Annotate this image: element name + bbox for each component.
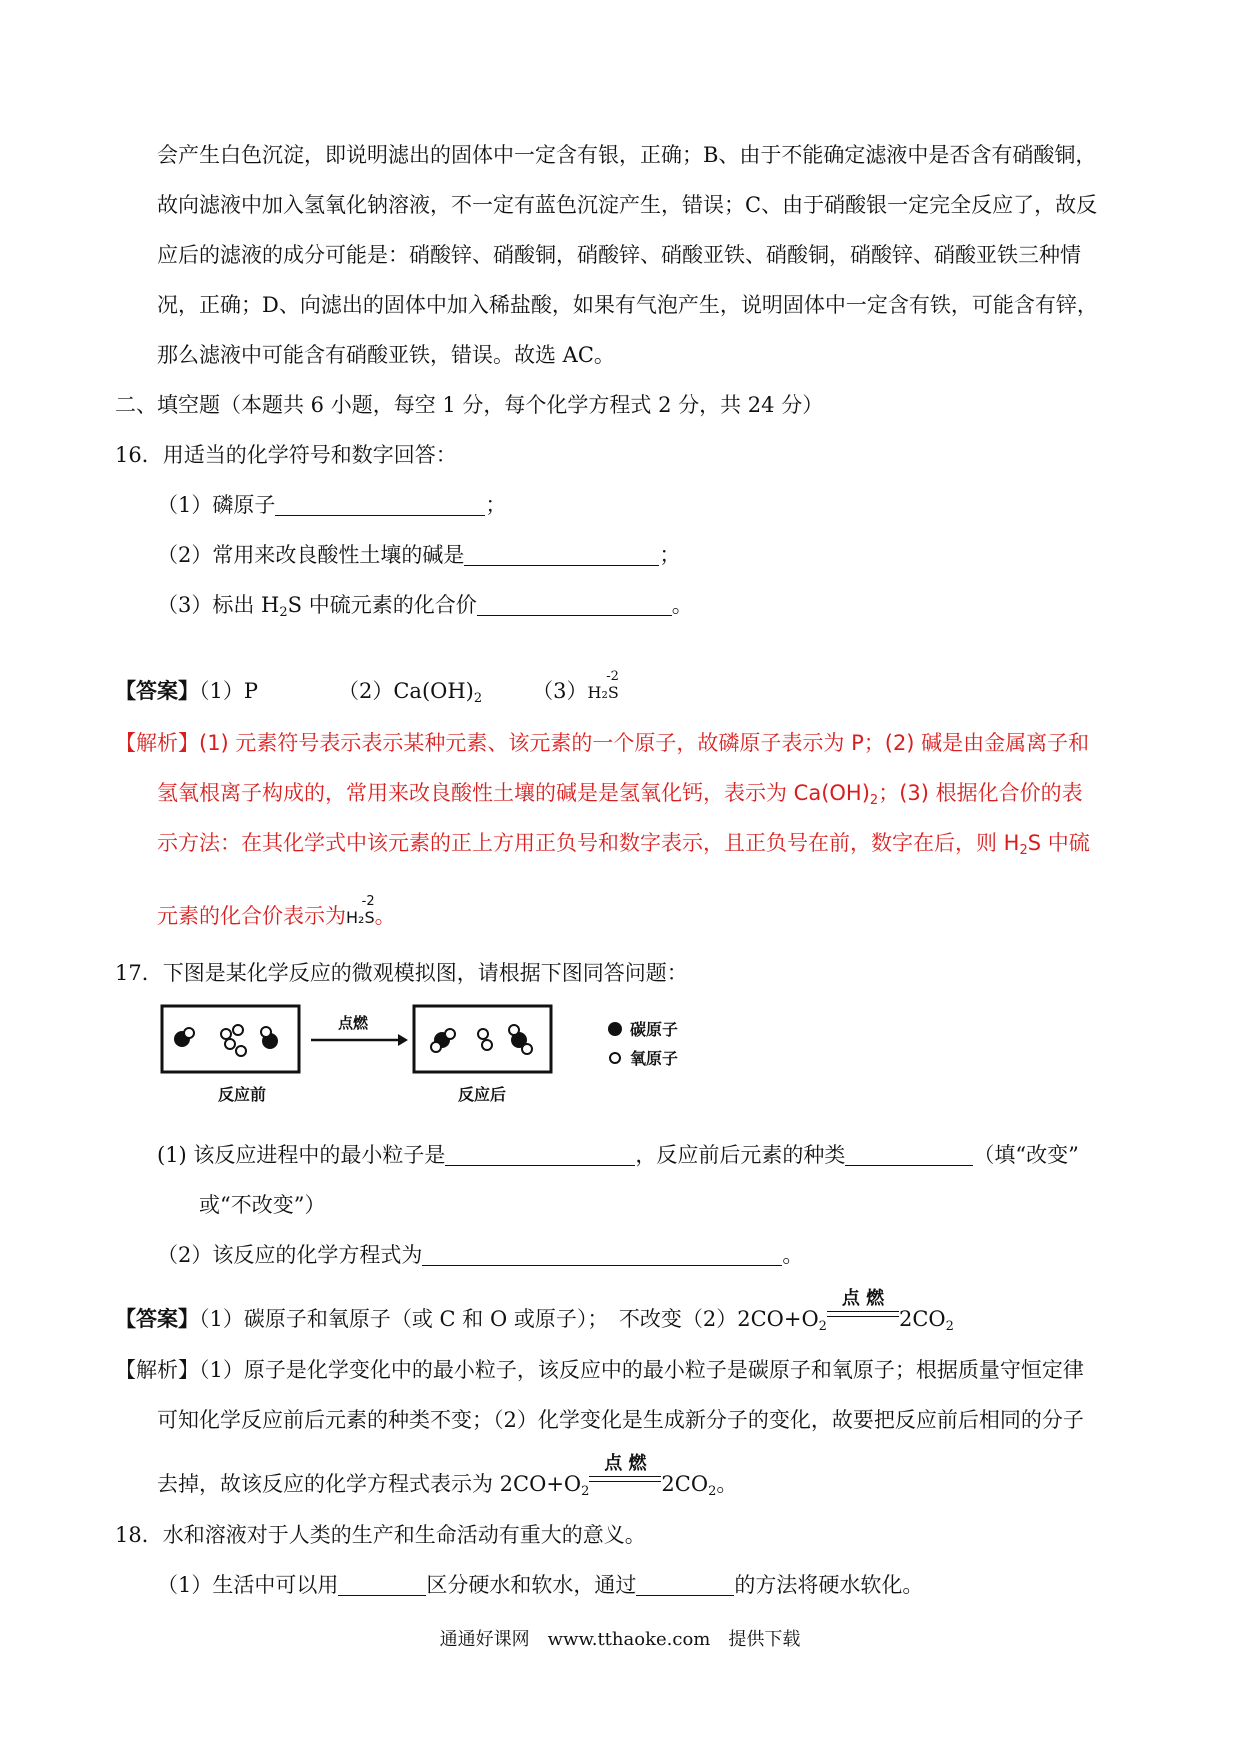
legend-carbon: 碳原子 [630, 1020, 679, 1039]
q17-analysis-line-3 [157, 1453, 738, 1499]
q16-part2-blank[interactable] [464, 543, 659, 566]
subscript-2: 2 [473, 691, 483, 706]
explanation-line-2: 故向滤液中加入氢氧化钠溶液，不一定有蓝色沉淀产生，错误；C、由于硝酸银一定完全反应了，故反 [157, 193, 1098, 217]
q16-analysis-line-3-text-b: S 中硫 [1027, 831, 1090, 855]
q18-part1-blank-1[interactable] [338, 1573, 426, 1596]
q17-answer [115, 1288, 954, 1334]
q16-part2 [157, 540, 680, 570]
co-molecule [174, 1028, 194, 1047]
q16-part2-end: ； [659, 543, 681, 567]
answer-label: 【答案】 [115, 1306, 199, 1331]
q17-part1-text-a: (1) 该反应进程中的最小粒子是 [157, 1143, 446, 1167]
q16-part3-end: 。 [671, 593, 693, 617]
o2-molecule [478, 1029, 492, 1050]
subscript-2: 2 [1019, 843, 1028, 858]
co2-molecule [509, 1025, 532, 1054]
q16-part3-blank[interactable] [477, 593, 672, 616]
q17-part1 [157, 1140, 1079, 1170]
section-heading: 二、填空题（本题共 6 小题，每空 1 分，每个化学方程式 2 分，共 24 分） [115, 393, 824, 417]
oxygen-atom-icon [610, 1053, 620, 1063]
reactants-box [162, 1006, 299, 1072]
q17-part2-end: 。 [782, 1243, 804, 1267]
condition-label: 点 燃 [604, 1453, 647, 1474]
q17-part2-text: （2）该反应的化学方程式为 [157, 1243, 423, 1267]
q16-analysis-line-3 [157, 828, 1090, 858]
co2-molecule [431, 1029, 455, 1052]
page-footer: 通通好课网 www.tthaoke.com 提供下载 [439, 1629, 801, 1650]
q16-analysis-line-2-text-b: ；(3) 根据化合价的表 [878, 781, 1083, 805]
explanation-line-1: 会产生白色沉淀，即说明滤出的固体中一定含有银，正确；B、由于不能确定滤液中是否含有硝酸铜， [157, 143, 1097, 167]
valence-h2s [346, 895, 375, 933]
q16-part1-blank[interactable] [275, 493, 485, 516]
subscript-2: 2 [945, 1319, 954, 1334]
q17-answer-text-b: 2CO [898, 1307, 946, 1331]
q17-analysis-line-3-text-a: 去掉，故该反应的化学方程式表示为 2CO+O [157, 1472, 582, 1496]
q16-analysis-line-3-text: 示方法：在其化学式中该元素的正上方用正负号和数字表示，且正负号在前，数字在后，则 H [157, 831, 1020, 855]
q17-answer-text-a: （1）碳原子和氧原子（或 C 和 O 或原子）； 不改变（2）2CO+O [199, 1307, 819, 1331]
q16-part3-text-b: S 中硫元素的化合价 [287, 593, 477, 617]
q18-part1-text-c: 的方法将硬水软化。 [734, 1573, 924, 1597]
q17-part1-blank-2[interactable] [845, 1143, 973, 1166]
co-molecule [261, 1027, 278, 1049]
reaction-diagram [158, 1000, 718, 1112]
carbon-atom-icon [608, 1022, 622, 1036]
q16-part2-text: （2）常用来改良酸性土壤的碱是 [157, 543, 465, 567]
subscript-2: 2 [581, 1484, 590, 1499]
q18-part1-text-b: 区分硬水和软水，通过 [426, 1573, 637, 1597]
products-box [414, 1006, 551, 1072]
q16-analysis-line-4 [157, 895, 396, 933]
q16-answer-3: （3） [532, 679, 588, 703]
subscript-2: 2 [279, 605, 288, 620]
q17-analysis-line-3-text-b: 2CO [661, 1472, 709, 1496]
valence-value: -2 [606, 669, 619, 684]
before-label: 反应前 [218, 1085, 267, 1104]
q16-part3 [157, 590, 693, 620]
q16-analysis-line-4-text: 元素的化合价表示为 [157, 904, 346, 928]
q16-answer [115, 670, 619, 708]
q16-part1-end: ； [485, 493, 507, 517]
subscript-2: 2 [869, 793, 879, 808]
condition-label: 点 燃 [841, 1288, 885, 1309]
q16-answer-1: （1）P [199, 679, 258, 703]
explanation-line-3: 应后的滤液的成分可能是：硝酸锌、硝酸铜，硝酸锌、硝酸亚铁、硝酸铜，硝酸锌、硝酸亚铁三种情 [157, 243, 1081, 267]
o2-molecule [233, 1025, 246, 1056]
reaction-condition [827, 1288, 899, 1330]
q17-stem: 17．下图是某化学反应的微观模拟图，请根据下图同答问题： [115, 961, 688, 985]
q18-stem: 18．水和溶液对于人类的生产和生命活动有重大的意义。 [115, 1523, 646, 1547]
q16-stem: 16．用适当的化学符号和数字回答： [115, 443, 457, 467]
legend-oxygen: 氧原子 [630, 1049, 679, 1068]
answer-label: 【答案】 [115, 678, 199, 703]
q17-analysis-line-2: 可知化学反应前后元素的种类不变；（2）化学变化是生成新分子的变化，故要把反应前后相同的分子 [157, 1408, 1084, 1432]
q16-analysis-line-2 [157, 778, 1083, 808]
valence-formula: H₂S [587, 683, 619, 702]
subscript-2: 2 [818, 1319, 827, 1334]
q16-part1 [157, 490, 506, 520]
q17-analysis-line-1: 【解析】（1）原子是化学变化中的最小粒子，该反应中的最小粒子是碳原子和氧原子；根据质量守恒定律 [115, 1358, 1084, 1382]
valence-h2s [588, 670, 619, 708]
q18-part1-blank-2[interactable] [636, 1573, 734, 1596]
q17-part1-cont: 或“不改变”） [199, 1193, 326, 1217]
subscript-2: 2 [708, 1484, 717, 1499]
arrow-label: 点燃 [338, 1014, 369, 1032]
reaction-condition [589, 1453, 661, 1495]
q17-part2 [157, 1240, 803, 1270]
reaction-arrow [311, 1034, 408, 1046]
valence-value: -2 [361, 894, 375, 909]
q16-part3-text-a: （3）标出 H [157, 593, 280, 617]
after-label: 反应后 [458, 1085, 507, 1104]
q17-part1-text-c: （填“改变” [973, 1143, 1079, 1167]
q16-analysis-line-4-end: 。 [374, 904, 396, 928]
q16-answer-2: （2）Ca(OH) [338, 679, 474, 703]
q17-part1-text-b: ，反应前后元素的种类 [635, 1143, 846, 1167]
q18-part1-text-a: （1）生活中可以用 [157, 1573, 339, 1597]
valence-formula: H₂S [346, 908, 375, 927]
explanation-line-4: 况，正确；D、向滤出的固体中加入稀盐酸，如果有气泡产生，说明固体中一定含有铁，可能含有锌， [157, 293, 1098, 317]
q18-part1 [157, 1570, 923, 1600]
explanation-line-5: 那么滤液中可能含有硝酸亚铁，错误。故选 AC。 [157, 343, 615, 367]
legend [608, 1020, 678, 1068]
q17-part2-blank[interactable] [422, 1243, 782, 1266]
q17-analysis-line-3-end: 。 [716, 1472, 738, 1496]
q16-analysis-line-2-text: 氢氧根离子构成的，常用来改良酸性土壤的碱是是氢氧化钙，表示为 Ca(OH) [157, 781, 870, 805]
q16-part1-text: （1）磷原子 [157, 493, 276, 517]
q16-analysis-line-1: 【解析】(1) 元素符号表示表示某种元素、该元素的一个原子，故磷原子表示为 P；(2) 碱是由金属离子和 [115, 731, 1090, 755]
q17-part1-blank-1[interactable] [445, 1143, 635, 1166]
